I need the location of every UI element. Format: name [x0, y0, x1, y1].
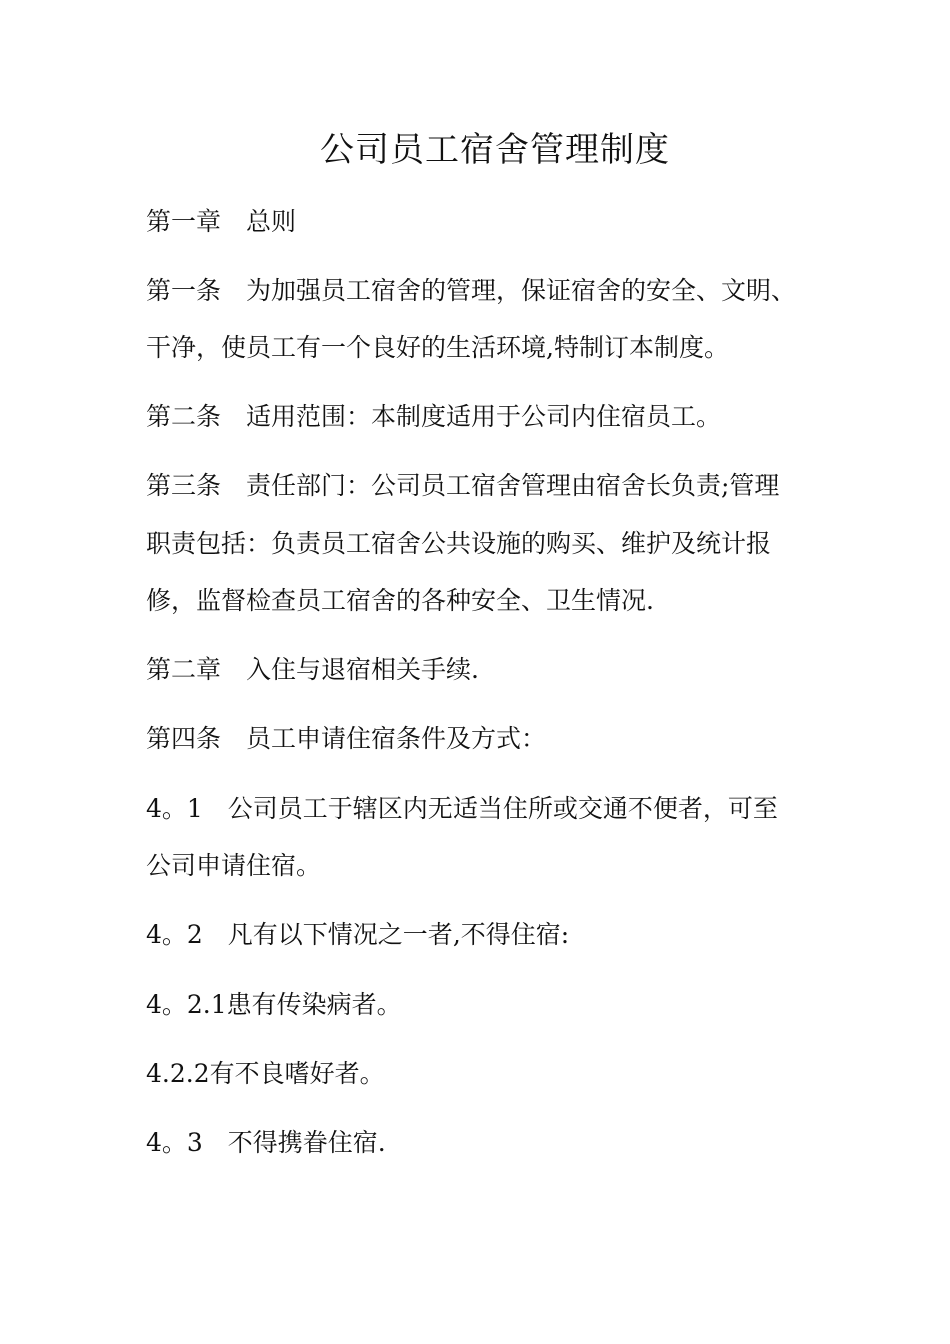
chapter-2-heading: 第二章 入住与退宿相关手续. [146, 655, 479, 684]
article-1-line-2: 干净，使员工有一个良好的生活环境,特制订本制度。 [146, 333, 729, 362]
article-3-line-2: 职责包括：负责员工宿舍公共设施的购买、维护及统计报 [146, 529, 772, 558]
document-title: 公司员工宿舍管理制度 [320, 130, 670, 170]
article-4: 第四条 员工申请住宿条件及方式： [146, 724, 547, 753]
article-2: 第二条 适用范围：本制度适用于公司内住宿员工。 [146, 402, 722, 431]
clause-4-1-line-1: 4。1 公司员工于辖区内无适当住所或交通不便者，可至 [146, 794, 778, 823]
article-3-line-3: 修，监督检查员工宿舍的各种安全、卫生情况. [146, 586, 654, 615]
clause-4-2-1: 4。2.1患有传染病者。 [146, 990, 402, 1019]
chapter-1-heading: 第一章 总则 [146, 207, 297, 236]
clause-4-3: 4。3 不得携眷住宿. [146, 1128, 386, 1157]
article-3-line-1: 第三条 责任部门：公司员工宿舍管理由宿舍长负责;管理 [146, 471, 780, 500]
clause-4-1-line-2: 公司申请住宿。 [146, 851, 322, 880]
clause-4-2-2: 4.2.2有不良嗜好者。 [146, 1059, 385, 1088]
article-1-line-1: 第一条 为加强员工宿舍的管理，保证宿舍的安全、文明、 [146, 276, 797, 305]
clause-4-2: 4。2 凡有以下情况之一者,不得住宿: [146, 920, 570, 949]
